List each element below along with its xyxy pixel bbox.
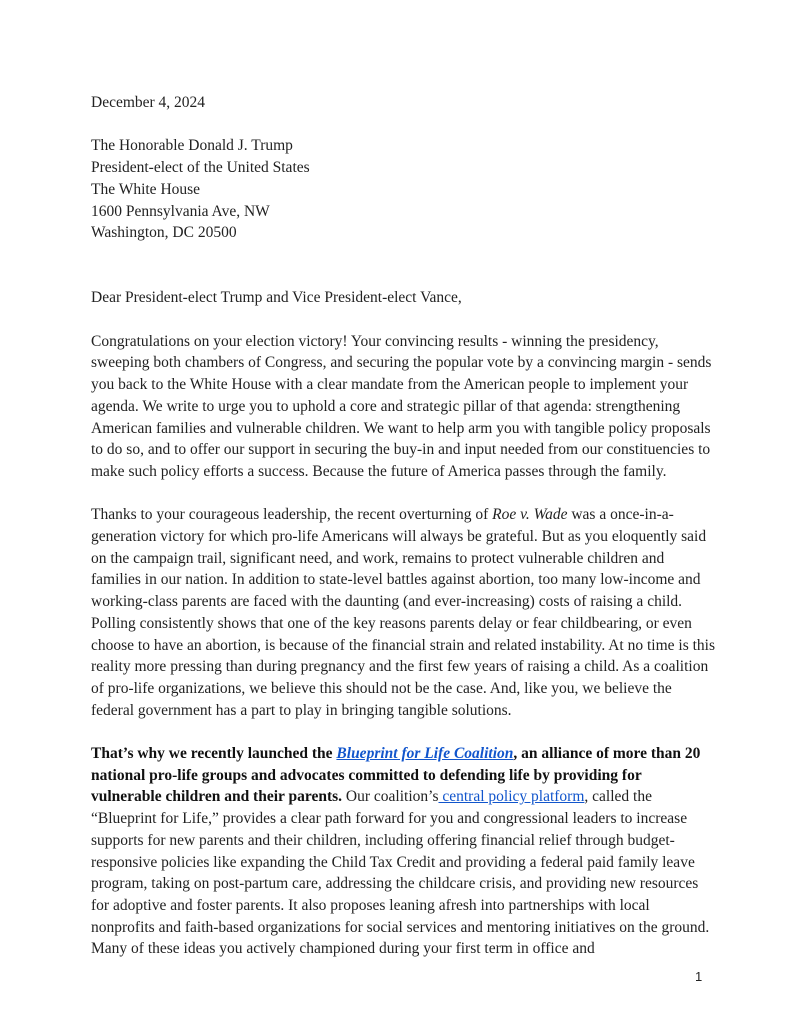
paragraph-text: Our coalition’s xyxy=(342,788,439,806)
central-policy-platform-link[interactable]: central policy platform xyxy=(438,788,585,806)
salutation: Dear President-elect Trump and Vice President-elect Vance, xyxy=(91,289,462,307)
bold-alliance-text: , an alliance of more than 20 national pro-life groups and advocates committed to defending life by providing for vulnerable children and their parents. xyxy=(91,745,701,806)
letter-body xyxy=(91,92,715,960)
paragraph-congratulations: Congratulations on your election victory! Your convincing results - winning the presidency, sweeping both chambers of Congress, and securing the popular vote by a convincing margin - sends you back to the White House with a clear mandate from the American people to implement your agenda. We write to urge you to uphold a core and strategic pillar of that agenda: strengthening American families and vulnerable children. We want to help arm you with tangible policy proposals to do so, and to offer our support in securing the buy-in and input needed from our constituencies to make such policy efforts a success. Because the future of America passes through the family. xyxy=(91,332,712,480)
paragraph-roe-v-wade xyxy=(91,504,715,721)
letter-date: December 4, 2024 xyxy=(91,94,206,111)
paragraph-coalition xyxy=(91,743,715,960)
address-line: President-elect of the United States xyxy=(91,159,310,177)
case-name: Roe v. Wade xyxy=(492,506,568,524)
paragraph-text: was a once-in-a-generation victory for which pro-life Americans will always be grateful. But as you eloquently said on the campaign trail, significant need, and work, remains to protect vulnerable children and families in our nation. In addition to state-level battles against abortion, too many low-income and working-class parents are faced with the daunting (and ever-increasing) costs of raising a child. Polling consistently shows that one of the key reasons parents delay or fear childbearing, or even choose to have an abortion, is because of the financial strain and related instability. At no time is this reality more pressing than during pregnancy and the first few years of raising a child. As a coalition of pro-life organizations, we believe this should not be the case. And, like you, we believe the federal government has a part to play in bringing tangible solutions. xyxy=(91,506,715,719)
address-line: Washington, DC 20500 xyxy=(91,224,237,242)
paragraph-text: , called the “Blueprint for Life,” provides a clear path forward for you and congressional leaders to increase supports for new parents and their children, including offering financial relief through budget-responsive policies like expanding the Child Tax Credit and providing a federal paid family leave program, taking on post-partum care, addressing the childcare crisis, and providing new resources for adoptive and foster parents. It also proposes leaning afresh into partnerships with local nonprofits and faith-based organizations for social services and mentoring initiatives on the ground. Many of these ideas you actively championed during your first term in office and xyxy=(91,788,710,958)
bold-intro-text: That’s why we recently launched the xyxy=(91,745,337,763)
address-line: The White House xyxy=(91,180,201,198)
address-line: The Honorable Donald J. Trump xyxy=(91,137,293,155)
recipient-address xyxy=(91,135,715,244)
blueprint-coalition-link[interactable]: Blueprint for Life Coalition xyxy=(336,745,514,763)
paragraph-text: Thanks to your courageous leadership, the recent overturning of xyxy=(91,506,493,524)
address-line: 1600 Pennsylvania Ave, NW xyxy=(91,202,270,220)
page-number: 1 xyxy=(695,969,703,984)
